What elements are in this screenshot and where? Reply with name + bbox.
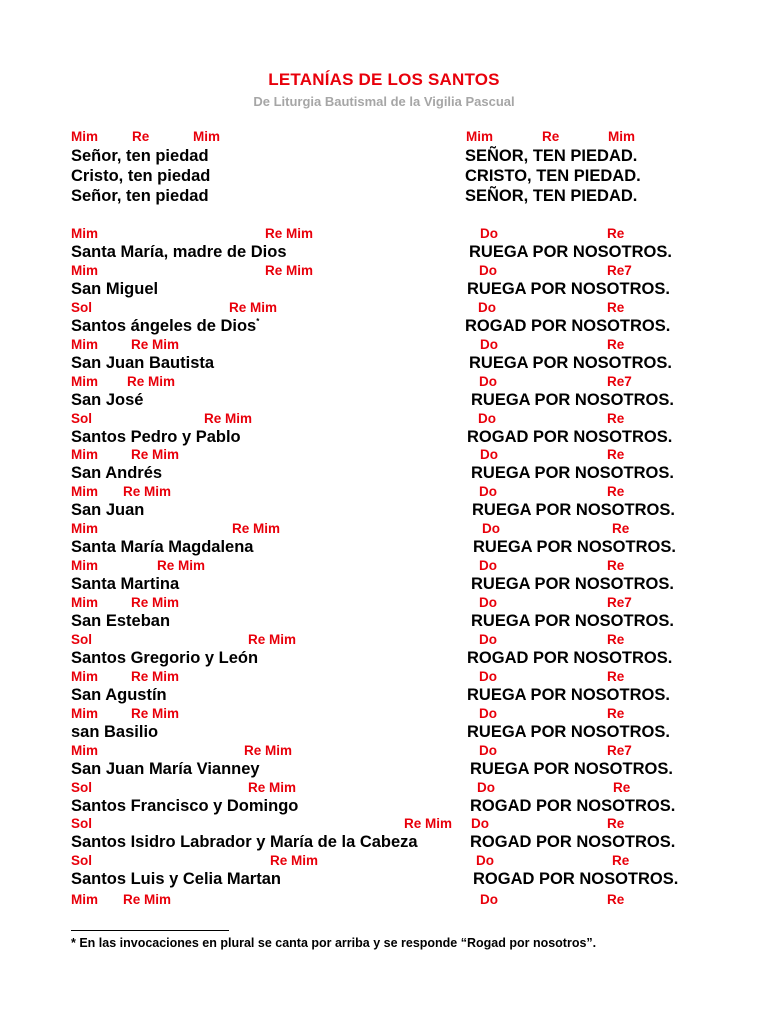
chord: Do bbox=[480, 447, 498, 463]
chord: Do bbox=[479, 631, 497, 647]
footnote-marker: * bbox=[256, 316, 260, 326]
chord: Re Mim bbox=[244, 742, 293, 758]
chord: Re Mim bbox=[157, 558, 206, 574]
footnote: * En las invocaciones en plural se canta por arriba y se responde “Rogad por nosotros”. bbox=[71, 936, 597, 950]
chord: Re bbox=[607, 484, 625, 500]
invocation-text: San Andrés bbox=[71, 464, 163, 483]
invocation-text: Santos Gregorio y León bbox=[71, 648, 259, 667]
response-text: RUEGA POR NOSOTROS. bbox=[467, 685, 670, 704]
chord: Do bbox=[476, 853, 494, 869]
chord: Re Mim bbox=[204, 410, 253, 426]
chord: Do bbox=[480, 336, 498, 352]
chord: Re bbox=[607, 410, 625, 426]
chord: Sol bbox=[71, 816, 93, 832]
chord: Re bbox=[612, 521, 630, 537]
chord: Re Mim bbox=[232, 521, 281, 537]
invocation-text: San Esteban bbox=[71, 612, 171, 630]
invocation-label: Santos ángeles de Dios bbox=[71, 316, 257, 335]
response-text: SEÑOR, TEN PIEDAD. bbox=[465, 187, 638, 205]
response-text: ROGAD POR NOSOTROS. bbox=[467, 427, 673, 446]
chord: Do bbox=[478, 410, 496, 426]
chord: Re Mim bbox=[131, 668, 180, 684]
chord: Mim bbox=[71, 262, 98, 278]
chord: Re Mim bbox=[131, 595, 180, 610]
response-text: RUEGA POR NOSOTROS. bbox=[473, 538, 676, 557]
invocation-text: Santa Martina bbox=[71, 575, 180, 594]
response-text: RUEGA POR NOSOTROS. bbox=[467, 722, 670, 741]
chord: Re Mim bbox=[248, 779, 297, 795]
chord: Re bbox=[613, 779, 631, 795]
invocation-text: San Miguel bbox=[71, 279, 159, 298]
chord: Do bbox=[478, 299, 496, 315]
response-text: RUEGA POR NOSOTROS. bbox=[470, 759, 673, 778]
response-text: RUEGA POR NOSOTROS. bbox=[471, 390, 674, 409]
page-title: LETANÍAS DE LOS SANTOS bbox=[268, 70, 500, 89]
chord: Re Mim bbox=[123, 484, 172, 500]
chord: Re bbox=[607, 705, 625, 721]
chord: Re bbox=[607, 631, 625, 647]
chord: Re Mim bbox=[131, 336, 180, 352]
page-subtitle: De Liturgia Bautismal de la Vigilia Pascual bbox=[253, 94, 515, 109]
invocation-text: Santos Luis y Celia Martan bbox=[71, 870, 281, 889]
chord: Re bbox=[607, 668, 625, 684]
chord: Re bbox=[607, 558, 625, 574]
chord: Mim bbox=[71, 668, 98, 684]
chord: Sol bbox=[71, 410, 93, 426]
response-text: ROGAD POR NOSOTROS. bbox=[467, 648, 673, 667]
response-text: RUEGA POR NOSOTROS. bbox=[471, 464, 674, 483]
chord: Mim bbox=[71, 892, 98, 907]
chord: Re bbox=[607, 816, 625, 832]
chord: Do bbox=[479, 705, 497, 721]
chord: Re Mim bbox=[404, 816, 453, 832]
chord: Re bbox=[612, 853, 630, 869]
chord: Mim bbox=[71, 558, 98, 574]
chord: Mim bbox=[71, 521, 98, 537]
chord: Re Mim bbox=[229, 299, 278, 315]
invocation-text: Santa María, madre de Dios bbox=[71, 243, 287, 261]
invocation-text: Santos Isidro Labrador y María de la Cabeza bbox=[71, 833, 418, 852]
chord: Do bbox=[477, 779, 495, 795]
chord: Mim bbox=[71, 595, 98, 610]
chord: Do bbox=[479, 668, 497, 684]
chord: Re Mim bbox=[265, 226, 314, 241]
invocation-text: San Juan bbox=[71, 501, 145, 520]
chord: Mim bbox=[71, 336, 98, 352]
chord: Mim bbox=[71, 129, 98, 144]
chord: Re Mim bbox=[123, 892, 172, 907]
chord: Re Mim bbox=[265, 262, 314, 278]
invocation-text: San Juan Bautista bbox=[71, 353, 215, 372]
chord: Re7 bbox=[607, 742, 632, 758]
response-text: RUEGA POR NOSOTROS. bbox=[471, 612, 674, 630]
chord: Sol bbox=[71, 631, 93, 647]
response-text: ROGAD POR NOSOTROS. bbox=[470, 796, 676, 815]
chord: Do bbox=[480, 226, 498, 241]
response-text: RUEGA POR NOSOTROS. bbox=[471, 575, 674, 594]
chord: Mim bbox=[71, 226, 98, 241]
chord: Do bbox=[479, 373, 497, 389]
invocation-text: Santos Francisco y Domingo bbox=[71, 796, 299, 815]
chord: Re bbox=[607, 299, 625, 315]
chord: Do bbox=[479, 595, 497, 610]
response-text: SEÑOR, TEN PIEDAD. bbox=[465, 147, 638, 165]
chord: Re bbox=[542, 129, 560, 144]
chord: Re Mim bbox=[131, 705, 180, 721]
chord: Mim bbox=[71, 373, 98, 389]
chord: Sol bbox=[71, 853, 93, 869]
chord: Mim bbox=[71, 705, 98, 721]
invocation-text: San Agustín bbox=[71, 685, 167, 704]
chord: Re bbox=[607, 447, 625, 463]
response-text: ROGAD POR NOSOTROS. bbox=[465, 316, 671, 335]
chord: Mim bbox=[608, 129, 635, 144]
invocation-text: Santos Pedro y Pablo bbox=[71, 427, 241, 446]
chord: Re bbox=[607, 226, 625, 241]
chord: Do bbox=[479, 742, 497, 758]
chord: Re Mim bbox=[131, 447, 180, 463]
invocation-text: Señor, ten piedad bbox=[71, 187, 209, 205]
chord: Re7 bbox=[607, 262, 632, 278]
invocation-text: Santa María Magdalena bbox=[71, 538, 254, 557]
chord: Re7 bbox=[607, 595, 632, 610]
chord: Sol bbox=[71, 779, 93, 795]
chord: Do bbox=[479, 262, 497, 278]
response-text: ROGAD POR NOSOTROS. bbox=[473, 870, 679, 889]
chord: Re Mim bbox=[270, 853, 319, 869]
chord: Mim bbox=[193, 129, 220, 144]
response-text: RUEGA POR NOSOTROS. bbox=[467, 279, 670, 298]
chord: Mim bbox=[71, 742, 98, 758]
chord: Do bbox=[471, 816, 489, 832]
chord: Do bbox=[479, 484, 497, 500]
footnote-divider bbox=[71, 930, 229, 931]
response-text: CRISTO, TEN PIEDAD. bbox=[465, 167, 641, 185]
chord: Do bbox=[479, 558, 497, 574]
chord: Re bbox=[132, 129, 150, 144]
invocation-text: San Juan María Vianney bbox=[71, 759, 260, 778]
invocation-text: San José bbox=[71, 390, 144, 409]
response-text: RUEGA POR NOSOTROS. bbox=[469, 243, 672, 261]
response-text: RUEGA POR NOSOTROS. bbox=[469, 353, 672, 372]
invocation-text: san Basilio bbox=[71, 722, 159, 741]
chord: Sol bbox=[71, 299, 93, 315]
chord: Re Mim bbox=[127, 373, 176, 389]
chord: Mim bbox=[466, 129, 493, 144]
invocation-text bbox=[71, 316, 259, 336]
chord: Re bbox=[607, 892, 625, 907]
chord: Mim bbox=[71, 447, 98, 463]
invocation-text: Señor, ten piedad bbox=[71, 147, 209, 165]
chord: Re Mim bbox=[248, 631, 297, 647]
chord: Re7 bbox=[607, 373, 632, 389]
invocation-text: Cristo, ten piedad bbox=[71, 167, 211, 185]
response-text: ROGAD POR NOSOTROS. bbox=[470, 833, 676, 852]
chord: Do bbox=[480, 892, 498, 907]
chord: Re bbox=[607, 336, 625, 352]
response-text: RUEGA POR NOSOTROS. bbox=[472, 501, 675, 520]
chord: Do bbox=[482, 521, 500, 537]
chord: Mim bbox=[71, 484, 98, 500]
